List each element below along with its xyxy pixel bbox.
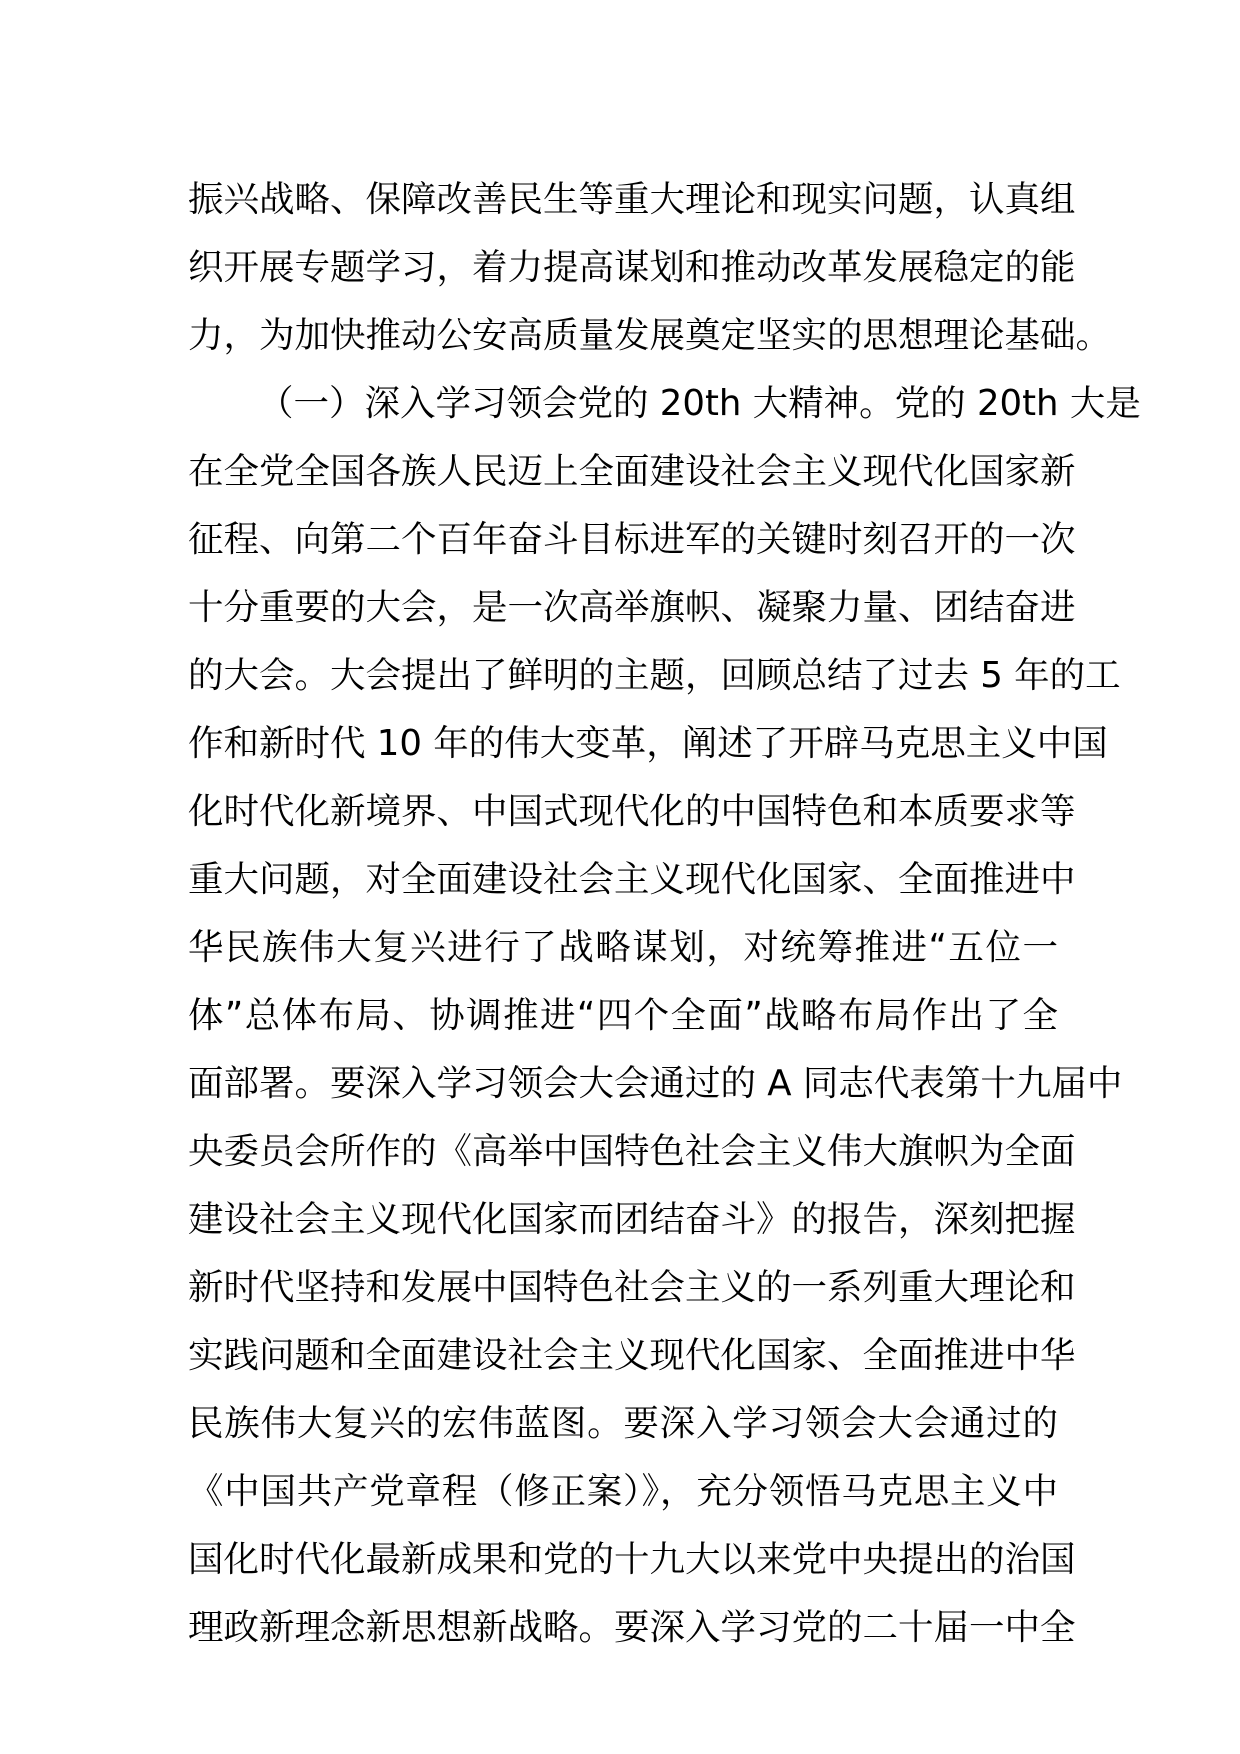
text-line: 力，为加快推动公安高质量发展奠定坚实的思想理论基础。 (188, 315, 1112, 356)
text-line: 征程、向第二个百年奋斗目标进军的关键时刻召开的一次 (188, 519, 1076, 560)
text-line: 新时代坚持和发展中国特色社会主义的一系列重大理论和 (188, 1267, 1076, 1308)
section-heading-line: （一）深入学习领会党的 20th 大精神。党的 20th 大是 (258, 383, 1141, 424)
text-line: 面部署。要深入学习领会大会通过的 A 同志代表第十九届中 (188, 1063, 1123, 1104)
text-line: 建设社会主义现代化国家而团结奋斗》的报告，深刻把握 (188, 1199, 1076, 1240)
text-line: 民族伟大复兴的宏伟蓝图。要深入学习领会大会通过的 (188, 1403, 1058, 1444)
text-line: 华民族伟大复兴进行了战略谋划，对统筹推进“五位一 (188, 927, 1058, 968)
text-line: 的大会。大会提出了鲜明的主题，回顾总结了过去 5 年的工 (188, 655, 1121, 696)
text-line: 振兴战略、保障改善民生等重大理论和现实问题，认真组 (188, 179, 1076, 220)
text-line: 十分重要的大会，是一次高举旗帜、凝聚力量、团结奋进 (188, 587, 1076, 628)
text-line: 织开展专题学习，着力提高谋划和推动改革发展稳定的能 (188, 247, 1076, 288)
text-line: 作和新时代 10 年的伟大变革，阐述了开辟马克思主义中国 (188, 723, 1108, 764)
text-line: 央委员会所作的《高举中国特色社会主义伟大旗帜为全面 (188, 1131, 1076, 1172)
text-line: 重大问题，对全面建设社会主义现代化国家、全面推进中 (188, 859, 1076, 900)
text-line: 国化时代化最新成果和党的十九大以来党中央提出的治国 (188, 1539, 1076, 1580)
text-line: 在全党全国各族人民迈上全面建设社会主义现代化国家新 (188, 451, 1076, 492)
text-line: 体”总体布局、协调推进“四个全面”战略布局作出了全 (188, 995, 1058, 1036)
text-line: 实践问题和全面建设社会主义现代化国家、全面推进中华 (188, 1335, 1076, 1376)
text-line: 化时代化新境界、中国式现代化的中国特色和本质要求等 (188, 791, 1076, 832)
text-line: 《中国共产党章程（修正案）》，充分领悟马克思主义中 (188, 1471, 1058, 1512)
body-text (188, 166, 1141, 1662)
text-line: 理政新理念新思想新战略。要深入学习党的二十届一中全 (188, 1607, 1076, 1648)
